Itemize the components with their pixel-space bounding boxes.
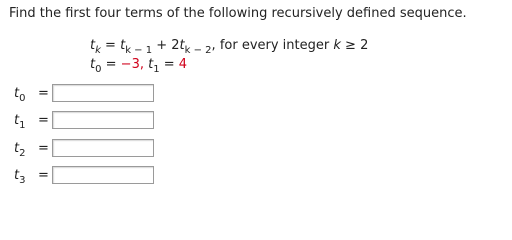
answer-input-t3[interactable]: [52, 166, 154, 184]
recurrence-condition: for every integer k ≥ 2: [219, 38, 369, 53]
answer-input-t0[interactable]: [52, 84, 154, 102]
question-prompt: Find the first four terms of the following recursively defined sequence.: [9, 6, 467, 21]
answer-label-t1: $t_1$: [14, 113, 26, 131]
answer-input-t1[interactable]: [52, 111, 154, 129]
recurrence-term2: $t_{k - 2}$: [179, 38, 212, 56]
initial-conditions: $t_0 = -3$, $t_1 = 4$: [90, 57, 188, 75]
initial-t1-value: 4: [178, 57, 188, 72]
answer-label-t0: $t_0$: [14, 86, 26, 104]
initial-t0: $t_0$: [90, 57, 102, 75]
initial-t1: $t_1$: [148, 57, 160, 75]
answer-label-t3: $t_3$: [14, 168, 26, 186]
initial-t0-value: −3,: [120, 57, 144, 72]
recurrence-lhs: $t_k$: [90, 38, 101, 56]
recurrence-term1: $t_{k - 1}$: [120, 38, 153, 56]
answer-label-t2: $t_2$: [14, 141, 26, 159]
answer-input-t2[interactable]: [52, 139, 154, 157]
recurrence-formula: $t_k = t_{k - 1} + 2t_{k - 2}$, for every integer k ≥ 2: [90, 38, 369, 56]
